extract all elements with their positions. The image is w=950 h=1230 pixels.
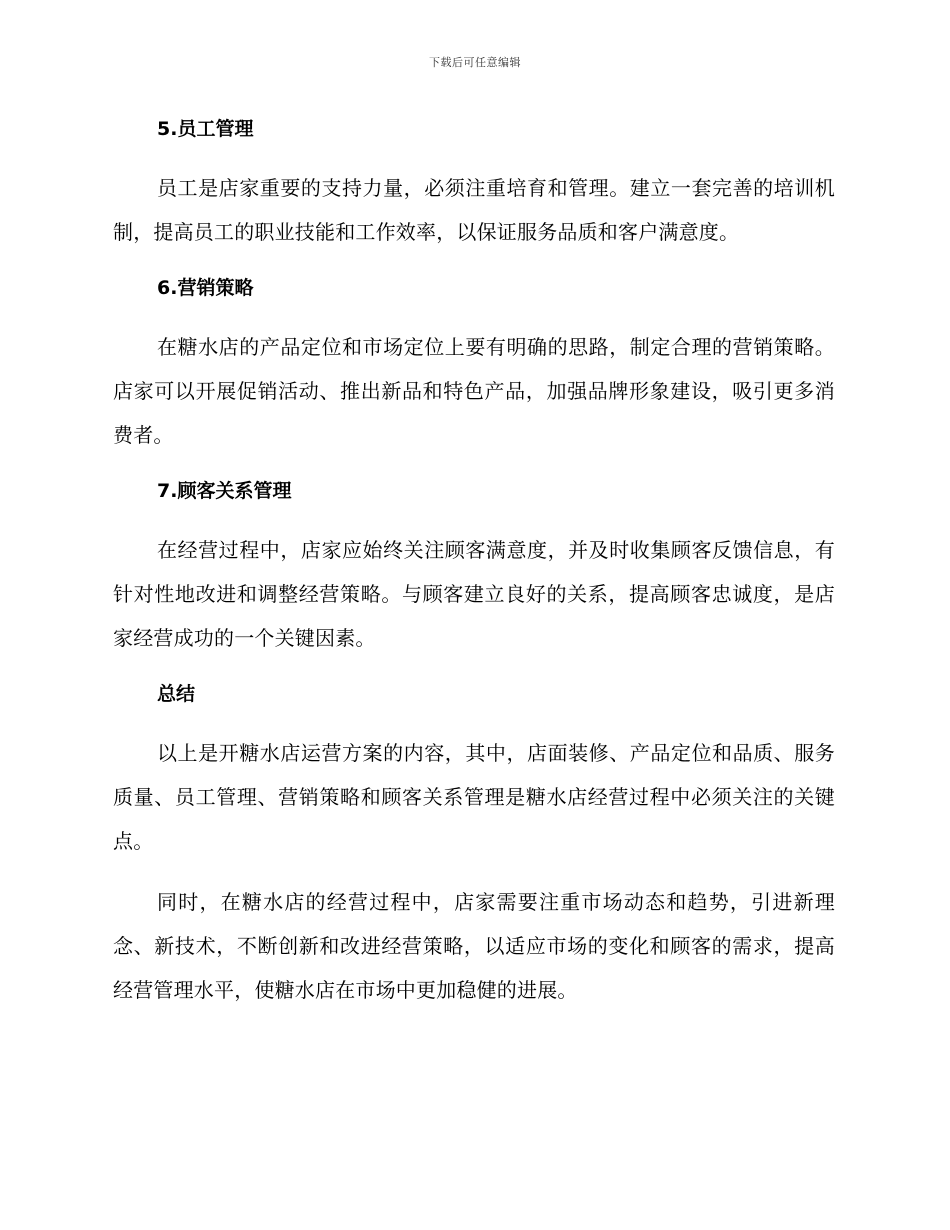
paragraph-marketing-strategy: 在糖水店的产品定位和市场定位上要有明确的思路，制定合理的营销策略。店家可以开展促销活动、推出新品和特色产品，加强品牌形象建设，吸引更多消费者。 (113, 335, 835, 447)
section-heading-summary: 总结 (157, 683, 196, 705)
page-header-note: 下载后可任意编辑 (429, 56, 521, 69)
paragraph-staff-management: 员工是店家重要的支持力量，必须注重培育和管理。建立一套完善的培训机制，提高员工的职业技能和工作效率，以保证服务品质和客户满意度。 (113, 176, 835, 244)
section-heading-staff-management: 5.员工管理 (157, 118, 254, 140)
section-heading-customer-relations: 7.顾客关系管理 (157, 480, 292, 502)
paragraph-summary-2: 同时，在糖水店的经营过程中，店家需要注重市场动态和趋势，引进新理念、新技术，不断创新和改进经营策略，以适应市场的变化和顾客的需求，提高经营管理水平，使糖水店在市场中更加稳健的进展。 (113, 890, 835, 1002)
paragraph-summary-1: 以上是开糖水店运营方案的内容，其中，店面装修、产品定位和品质、服务质量、员工管理、营销策略和顾客关系管理是糖水店经营过程中必须关注的关键点。 (113, 741, 835, 853)
paragraph-customer-relations: 在经营过程中，店家应始终关注顾客满意度，并及时收集顾客反馈信息，有针对性地改进和调整经营策略。与顾客建立良好的关系，提高顾客忠诚度，是店家经营成功的一个关键因素。 (113, 538, 835, 650)
document-body (113, 112, 835, 1029)
section-heading-marketing-strategy: 6.营销策略 (157, 277, 254, 299)
